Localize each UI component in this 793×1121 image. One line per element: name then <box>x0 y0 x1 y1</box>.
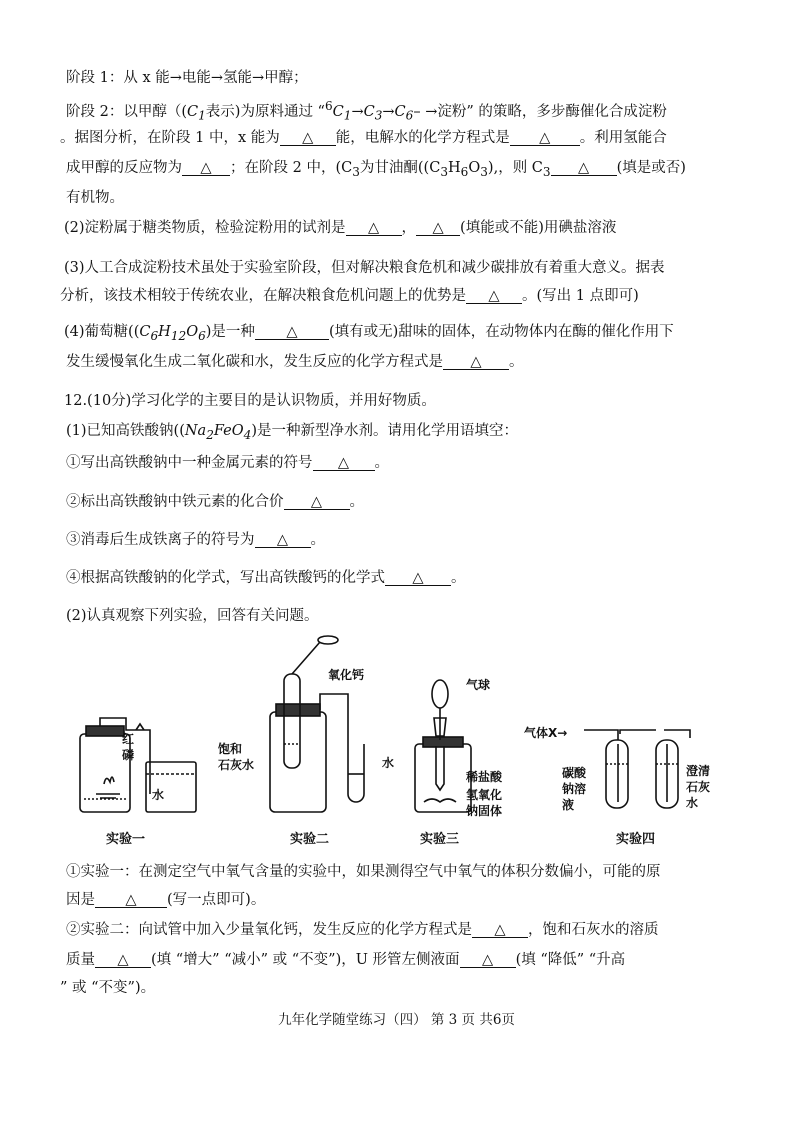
text: – →淀粉” 的策略，多步酶催化合成淀粉 <box>413 103 667 120</box>
text: ” 或 “不变”)。 <box>60 980 156 996</box>
sodium-carbonate-label: 液 <box>562 798 575 812</box>
q12-2-b-mass-line <box>66 950 625 970</box>
water-label: 水 <box>152 788 165 802</box>
text: (填能或不能)用碘盐溶液 <box>460 220 617 236</box>
q12-2-a-line <box>66 862 661 882</box>
subscript: 6 <box>460 164 469 179</box>
q4-equation-line <box>66 352 524 372</box>
text: (4)葡萄糖(( <box>64 324 140 340</box>
calcium-oxide-label: 氧化钙 <box>328 668 365 682</box>
answer-blank[interactable]: △ <box>255 531 311 548</box>
subscript: 1 <box>198 108 206 123</box>
naoh-label: 氢氧化 <box>466 788 503 802</box>
stage2-line <box>66 96 667 126</box>
formula: C <box>332 103 344 120</box>
text: 成甲醇的反应物为 <box>66 160 182 176</box>
answer-blank[interactable]: △ <box>460 951 516 968</box>
text: ②实验二：向试管中加入少量氧化钙，发生反应的化学方程式是 <box>66 922 472 938</box>
text: (2)淀粉属于糖类物质，检验淀粉用的试剂是 <box>64 220 346 236</box>
text: H <box>448 160 461 176</box>
text: )是一种 <box>205 324 255 340</box>
answer-blank[interactable]: △ <box>280 129 336 146</box>
subscript: 3 <box>542 164 551 179</box>
answer-blank[interactable]: △ <box>95 891 167 908</box>
exp4-apparatus <box>584 730 690 808</box>
text: (填 “增大” “减小” 或 “不变”)，U 形管左侧液面 <box>151 952 460 968</box>
answer-blank[interactable]: △ <box>472 921 528 938</box>
subscript: 1 <box>343 108 352 123</box>
text: (写一点即可)。 <box>167 892 266 908</box>
text: 。 <box>374 455 389 471</box>
text: (2)认真观察下列实验，回答有关问题。 <box>66 608 319 624</box>
formula: FeO <box>213 423 244 439</box>
text: 发生缓慢氧化生成二氧化碳和水，发生反应的化学方程式是 <box>66 354 443 370</box>
text: 表示)为原料通过 “ <box>205 103 325 120</box>
answer-blank[interactable]: △ <box>255 323 329 340</box>
subscript: 12 <box>170 328 187 343</box>
water-label: 水 <box>382 756 395 770</box>
text: 阶段 2：以甲醇（( <box>66 103 187 120</box>
answer-blank[interactable]: △ <box>182 159 230 176</box>
text: 。 <box>349 494 364 510</box>
text: ①写出高铁酸钠中一种金属元素的符号 <box>66 455 313 471</box>
q12-1-b-line <box>66 492 364 512</box>
formula: Na <box>184 423 207 439</box>
text: (填有或无)甜味的固体，在动物体内在酶的催化作用下 <box>328 324 674 340</box>
question-12-title <box>64 391 436 411</box>
text: (填是或否) <box>616 160 686 176</box>
q3-line <box>64 258 665 278</box>
gas-x-label: 气体X→ <box>524 726 568 740</box>
text: 。 <box>509 354 524 370</box>
text: 。 <box>310 532 325 548</box>
q12-1-a-line <box>66 453 389 473</box>
text: (1)已知高铁酸钠(( <box>66 423 185 439</box>
sodium-carbonate-label: 钠溶 <box>562 782 587 796</box>
experiment-1-caption: 实验一 <box>106 832 146 847</box>
text: )是一种新型净水剂。请用化学用语填空： <box>251 423 518 439</box>
q3-advantage-line <box>60 286 639 306</box>
subscript: 6 <box>405 108 414 123</box>
text: 。(写出 1 点即可) <box>522 288 639 304</box>
text: (3)人工合成淀粉技术虽处于实验室阶段，但对解决粮食危机和减少碳排放有着重大意义。据表 <box>64 260 665 276</box>
text: ),，则 C <box>487 160 543 176</box>
text: ④根据高铁酸钠的化学式，写出高铁酸钙的化学式 <box>66 570 385 586</box>
answer-blank[interactable]: △ <box>466 287 522 304</box>
text: 有机物。 <box>66 190 124 206</box>
exp2-apparatus <box>270 636 364 812</box>
subscript: 3 <box>374 108 383 123</box>
answer-blank[interactable]: △ <box>443 353 509 370</box>
subscript: 3 <box>480 164 488 179</box>
exp1-apparatus <box>80 718 196 812</box>
answer-blank[interactable]: △ <box>95 951 151 968</box>
q12-2-a-reason-line <box>66 890 265 910</box>
experiment-3-caption: 实验三 <box>420 832 460 847</box>
text: (填 “降低” “升高 <box>515 952 626 968</box>
experiment-figure <box>0 634 793 854</box>
formula: →C <box>382 103 406 120</box>
answer-blank[interactable]: △ <box>416 219 460 236</box>
q12-1-line <box>66 421 518 445</box>
q12-2-line <box>66 606 319 626</box>
subscript: 6 <box>150 328 159 343</box>
text: 。据图分析，在阶段 1 中，x 能为 <box>60 130 280 146</box>
text: ①实验一：在测定空气中氧气含量的实验中，如果测得空气中氧气的体积分数偏小，可能的原 <box>66 864 661 880</box>
organic-line <box>66 188 124 208</box>
text: ；在阶段 2 中，(C <box>230 160 353 176</box>
subscript: 2 <box>206 427 214 442</box>
q12-2-b-end-line <box>60 978 155 998</box>
answer-blank[interactable]: △ <box>313 454 375 471</box>
formula: H <box>158 324 171 340</box>
experiment-4-caption: 实验四 <box>616 832 656 847</box>
text: 因是 <box>66 892 95 908</box>
red-phosphorus-label: 磷 <box>122 748 135 762</box>
q2-starch-line <box>64 218 616 238</box>
text: 分析，该技术相较于传统农业，在解决粮食危机问题上的优势是 <box>60 288 466 304</box>
text: ， <box>401 220 417 236</box>
red-phosphorus-label: 红 <box>122 732 135 746</box>
page-footer: 九年化学随堂练习（四） 第 3 页 共6页 <box>278 1012 515 1028</box>
exp3-apparatus <box>415 680 471 812</box>
sodium-carbonate-label: 碳酸 <box>562 766 587 780</box>
text: O <box>468 160 481 176</box>
text: 。 <box>451 570 466 586</box>
stage1-text: 阶段 1：从 x 能→电能→氢能→甲醇； <box>66 70 308 86</box>
q4-glucose-line <box>64 322 674 346</box>
text: ②标出高铁酸钠中铁元素的化合价 <box>66 494 284 510</box>
text: ，饱和石灰水的溶质 <box>528 922 659 938</box>
balloon-label: 气球 <box>466 678 491 692</box>
formula: O <box>186 324 199 340</box>
subscript: 3 <box>352 164 360 179</box>
text: 12.(10分)学习化学的主要目的是认识物质，并用好物质。 <box>64 393 436 409</box>
subscript: 6 <box>198 328 206 343</box>
q12-1-d-line <box>66 568 466 588</box>
clear-limewater-label: 石灰 <box>686 780 711 794</box>
experiment-2-caption: 实验二 <box>290 832 330 847</box>
q12-1-c-line <box>66 530 325 550</box>
clear-limewater-label: 澄清 <box>686 764 711 778</box>
subscript: 4 <box>243 427 252 442</box>
formula: C <box>187 103 199 120</box>
saturated-label: 饱和 <box>218 742 243 756</box>
limewater-label: 石灰水 <box>218 758 255 772</box>
analysis-line <box>60 128 667 148</box>
answer-blank[interactable]: △ <box>385 569 451 586</box>
text: 能，电解水的化学方程式是 <box>335 130 510 146</box>
answer-blank[interactable]: △ <box>551 159 617 176</box>
hydrochloric-acid-label: 稀盐酸 <box>466 770 503 784</box>
naoh-label: 钠固体 <box>466 804 503 818</box>
formula: →C <box>351 103 375 120</box>
text: 为甘油酮((C <box>359 160 441 176</box>
text: 质量 <box>66 952 95 968</box>
superscript: 6 <box>324 99 333 113</box>
answer-blank[interactable]: △ <box>510 129 580 146</box>
text: ③消毒后生成铁离子的符号为 <box>66 532 255 548</box>
formula: C <box>139 324 151 340</box>
stage1-line <box>66 68 308 88</box>
text: 。利用氢能合 <box>579 130 667 146</box>
q12-2-b-line <box>66 920 659 940</box>
answer-blank[interactable]: △ <box>346 219 402 236</box>
subscript: 3 <box>440 164 448 179</box>
reactant-line <box>66 158 686 182</box>
clear-limewater-label: 水 <box>686 796 699 810</box>
answer-blank[interactable]: △ <box>284 493 350 510</box>
